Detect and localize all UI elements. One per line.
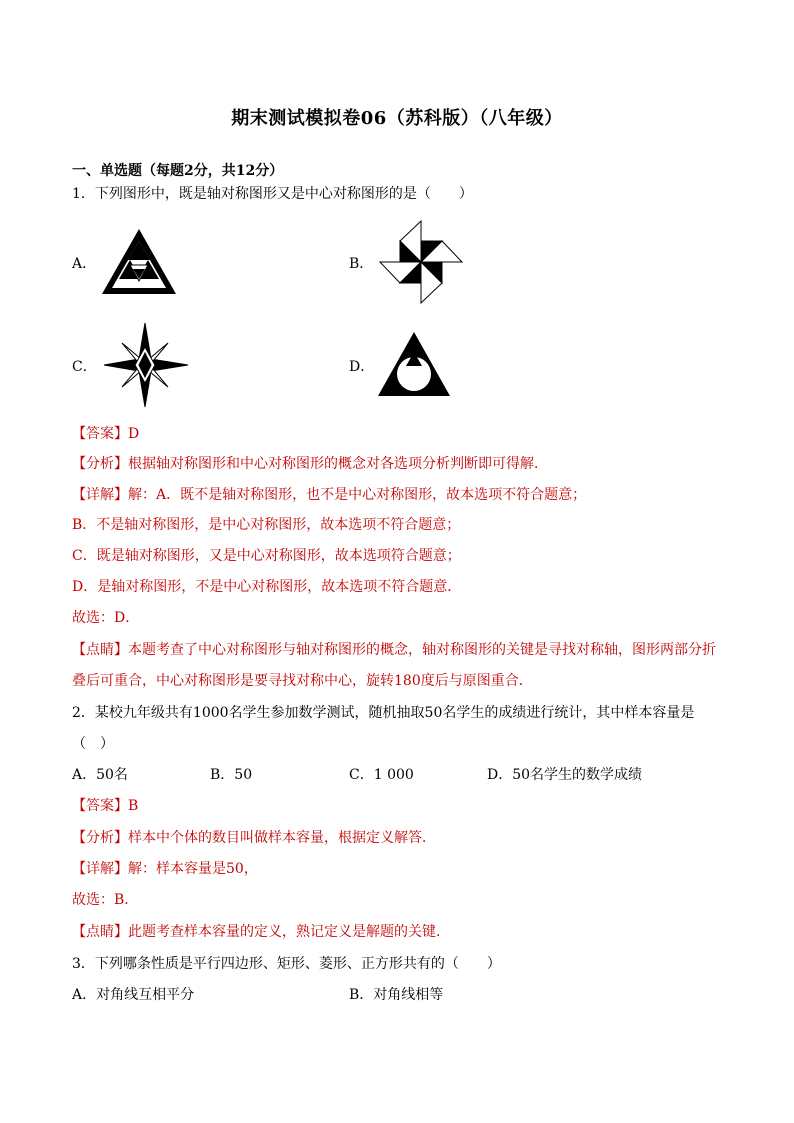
q1-answer-line bbox=[72, 424, 139, 444]
analysis-tag: 【分析】 bbox=[72, 830, 128, 846]
q2-stem-1: 2．某校九年级共有1000名学生参加数学测试，随机抽取50名学生的成绩进行统计，其中样本容量是 bbox=[72, 705, 695, 721]
q1-comment-1: 叠后可重合，中心对称图形是要寻找对称中心，旋转180度后与原图重合． bbox=[72, 673, 533, 689]
analysis-tag: 【分析】 bbox=[72, 456, 128, 472]
q1-label-c: C． bbox=[72, 359, 97, 375]
q2-analysis-line bbox=[72, 828, 436, 848]
comment-tag: 【点睛】 bbox=[72, 924, 128, 940]
q2-option-c: C．1 000 bbox=[349, 767, 414, 783]
section-heading: 一、单选题（每题2分，共12分） bbox=[72, 163, 284, 179]
q1-answer: D bbox=[128, 426, 140, 442]
q1-figure-d bbox=[376, 330, 452, 398]
answer-tag: 【答案】 bbox=[72, 798, 128, 814]
q2-detail-line bbox=[72, 859, 258, 879]
q3-stem: 3．下列哪条性质是平行四边形、矩形、菱形、正方形共有的（ ） bbox=[72, 956, 501, 972]
q2-choose: 故选：B． bbox=[72, 892, 139, 908]
q1-analysis: 根据轴对称图形和中心对称图形的概念对各选项分析判断即可得解． bbox=[128, 456, 548, 472]
q1-analysis-line bbox=[72, 454, 548, 474]
q2-stem-2: （ ） bbox=[72, 736, 114, 752]
q1-choose: 故选：D． bbox=[72, 610, 140, 626]
q2-option-d: D．50名学生的数学成绩 bbox=[487, 767, 643, 783]
q1-figure-a bbox=[100, 227, 178, 297]
comment-tag: 【点睛】 bbox=[72, 642, 128, 658]
q2-comment: 此题考查样本容量的定义，熟记定义是解题的关键． bbox=[128, 924, 450, 940]
detail-tag: 【详解】 bbox=[72, 487, 128, 503]
q2-detail: 解：样本容量是50， bbox=[128, 861, 258, 877]
answer-tag: 【答案】 bbox=[72, 426, 128, 442]
q2-answer: B bbox=[128, 798, 139, 814]
q2-comment-line bbox=[72, 922, 450, 942]
q1-comment-0: 本题考查了中心对称图形与轴对称图形的概念，轴对称图形的关键是寻找对称轴，图形两部分折 bbox=[128, 642, 716, 658]
q1-detail-3: D．是轴对称图形，不是中心对称图形，故本选项不符合题意． bbox=[72, 579, 462, 595]
q1-detail-1: B．不是轴对称图形，是中心对称图形，故本选项不符合题意； bbox=[72, 517, 461, 533]
q1-figure-c bbox=[100, 321, 190, 409]
q1-detail-2: C．既是轴对称图形，又是中心对称图形，故本选项符合题意； bbox=[72, 548, 461, 564]
q1-label-b: B． bbox=[349, 256, 374, 272]
q3-option-b: B．对角线相等 bbox=[349, 987, 444, 1003]
q1-detail-line bbox=[72, 485, 586, 505]
q1-detail-0: 解：A．既不是轴对称图形，也不是中心对称图形，故本选项不符合题意； bbox=[128, 487, 587, 503]
detail-tag: 【详解】 bbox=[72, 861, 128, 877]
q1-comment-line bbox=[72, 640, 716, 660]
q1-figure-b bbox=[378, 219, 464, 305]
q2-analysis: 样本中个体的数目叫做样本容量，根据定义解答． bbox=[128, 830, 436, 846]
q3-option-a: A．对角线互相平分 bbox=[72, 987, 195, 1003]
q1-label-d: D． bbox=[349, 359, 375, 375]
q2-option-a: A．50名 bbox=[72, 767, 128, 783]
q2-option-b: B．50 bbox=[210, 767, 253, 783]
page-title: 期末测试模拟卷06（苏科版）（八年级） bbox=[231, 108, 563, 129]
q1-label-a: A． bbox=[72, 256, 97, 272]
q2-answer-line bbox=[72, 796, 138, 816]
q1-stem: 1．下列图形中，既是轴对称图形又是中心对称图形的是（ ） bbox=[72, 186, 473, 202]
